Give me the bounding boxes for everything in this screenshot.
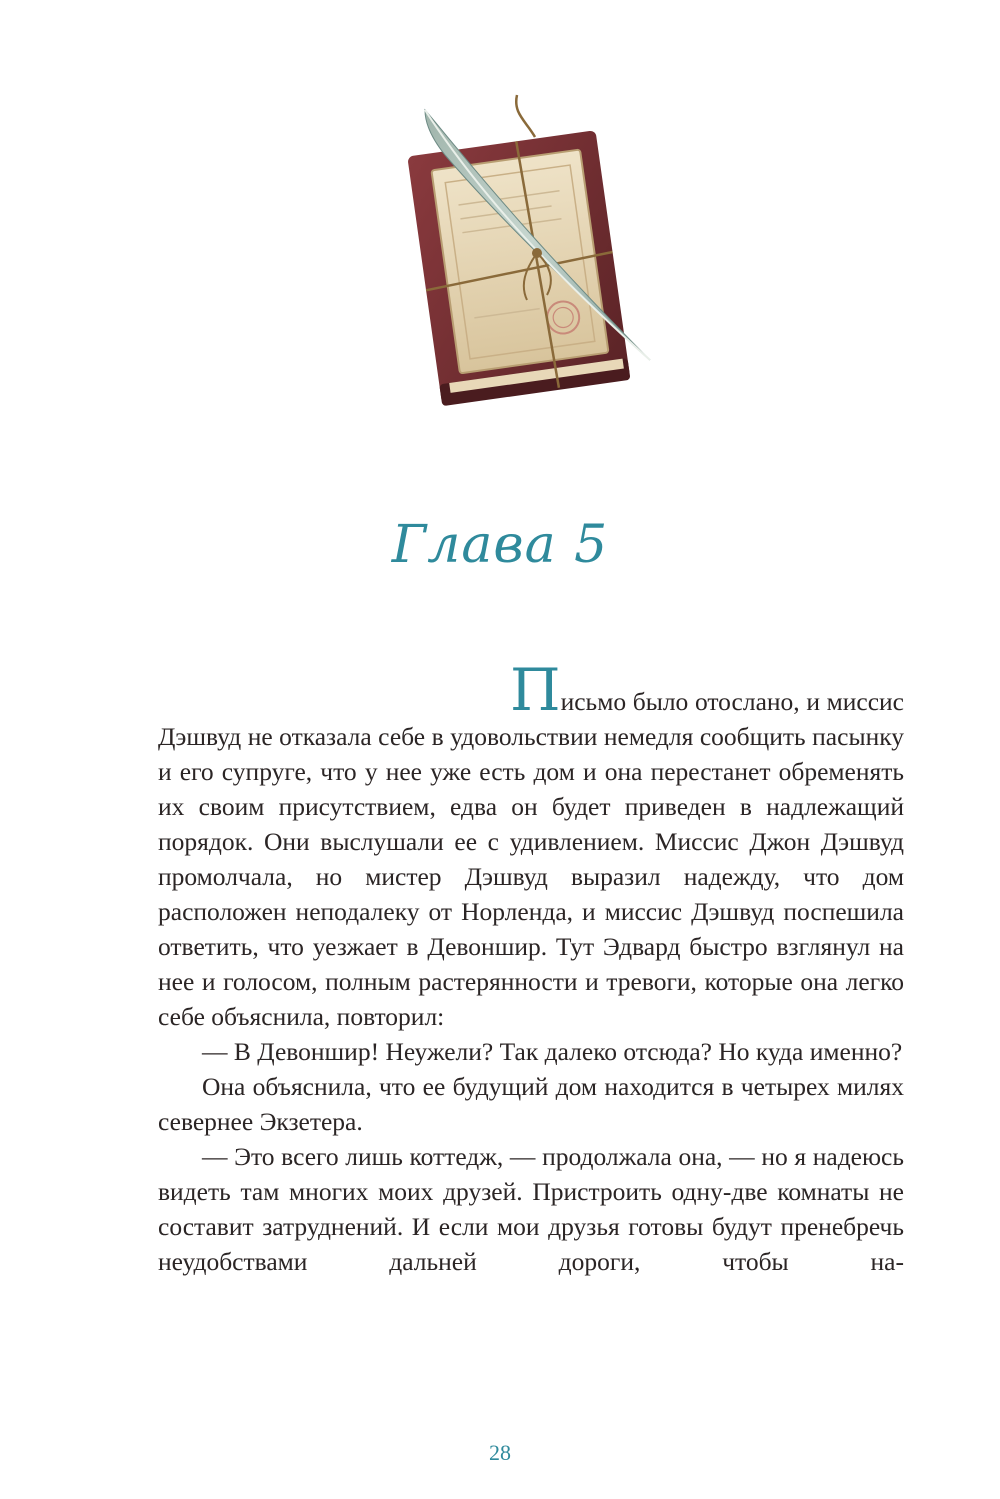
- quill-on-book-icon: [385, 85, 675, 425]
- paragraph-2: — В Девоншир! Неужели? Так далеко отсюда? Но куда именно?: [202, 1037, 903, 1066]
- chapter-title: Глава 5: [391, 515, 609, 575]
- paragraph-1-text: исьмо было отослано, и миссис Дэшвуд не отказала себе в удовольствии немедля сообщить пасынку и его супруге, что у нее уже есть дом и она перестанет обременять их своим присутствием, едва он будет приведен в надлежащий порядок. Они выслушали ее с удивлением. Миссис Джон Дэшвуд промолчала, но мистер Дэшвуд выразил надежду, что дом расположен неподалеку от Норленда, и миссис Дэшвуд поспешила ответить, что уезжает в Девоншир. Тут Эдвард быстро взглянул на нее и голосом, полным растерянности и тревоги, которые она легко себе объяснила, повторил:: [158, 687, 904, 1031]
- paragraph-1: [158, 656, 904, 1034]
- paragraph-4: — Это всего лишь коттедж, — продолжала она, — но я надеюсь видеть там многих моих друзей. Пристроить одну-две комнаты не составит затруднений. И если мои друзья готовы будут пренебречь неудобствами дальней дороги, чтобы на-: [158, 1142, 904, 1276]
- drop-cap: П: [510, 656, 561, 724]
- chapter-body: [158, 656, 904, 1279]
- paragraph-3: Она объяснила, что ее будущий дом находится в четырех милях севернее Экзетера.: [158, 1072, 904, 1136]
- page-number: 28: [489, 1440, 511, 1465]
